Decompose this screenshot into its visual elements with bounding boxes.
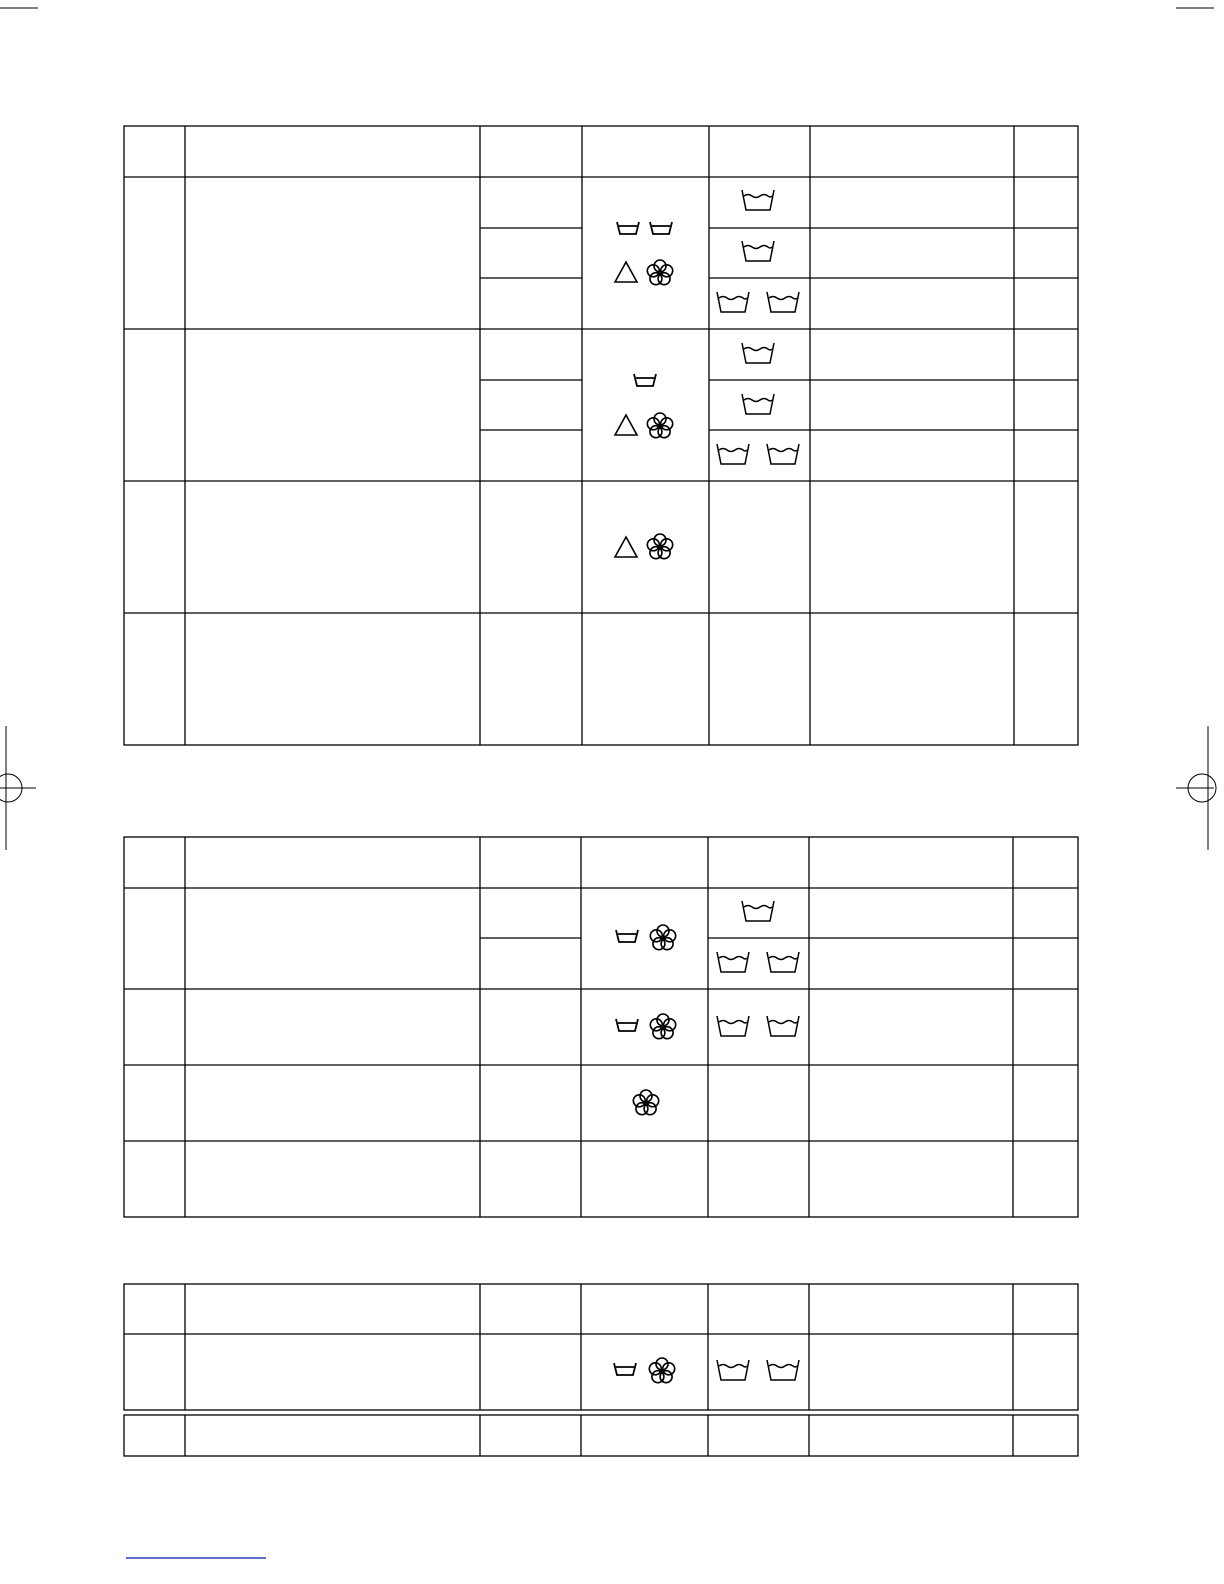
triangle-icon xyxy=(615,415,637,435)
flower-icon xyxy=(647,260,672,285)
basin-small-icon xyxy=(650,222,672,234)
registration-mark-right xyxy=(1176,726,1216,850)
basin-icon xyxy=(717,1360,749,1380)
basin-icon xyxy=(767,1016,799,1036)
basin-icon xyxy=(742,190,774,210)
table-1-icons xyxy=(615,190,799,559)
table-1 xyxy=(124,126,1078,745)
table-2 xyxy=(124,837,1078,1217)
basin-icon xyxy=(767,292,799,312)
flower-icon xyxy=(647,413,672,438)
basin-icon xyxy=(742,241,774,261)
flower-icon xyxy=(649,1358,674,1383)
basin-icon xyxy=(767,1360,799,1380)
flower-icon xyxy=(650,925,675,950)
table-3-icons xyxy=(614,1358,799,1383)
triangle-icon xyxy=(615,537,637,557)
basin-icon xyxy=(717,292,749,312)
basin-icon xyxy=(717,444,749,464)
basin-icon xyxy=(742,394,774,414)
basin-icon xyxy=(767,952,799,972)
registration-mark-left xyxy=(0,726,36,850)
basin-small-icon xyxy=(617,222,639,234)
basin-icon xyxy=(717,1016,749,1036)
basin-icon xyxy=(742,901,774,921)
triangle-icon xyxy=(615,262,637,282)
table-3 xyxy=(124,1284,1078,1410)
basin-small-icon xyxy=(634,374,656,386)
basin-small-icon xyxy=(616,930,638,942)
basin-icon xyxy=(767,444,799,464)
table-4 xyxy=(124,1415,1078,1456)
basin-small-icon xyxy=(616,1019,638,1031)
basin-icon xyxy=(717,952,749,972)
flower-icon xyxy=(650,1014,675,1039)
basin-icon xyxy=(742,343,774,363)
basin-small-icon xyxy=(614,1363,636,1375)
flower-icon xyxy=(647,534,672,559)
flower-icon xyxy=(633,1090,658,1115)
